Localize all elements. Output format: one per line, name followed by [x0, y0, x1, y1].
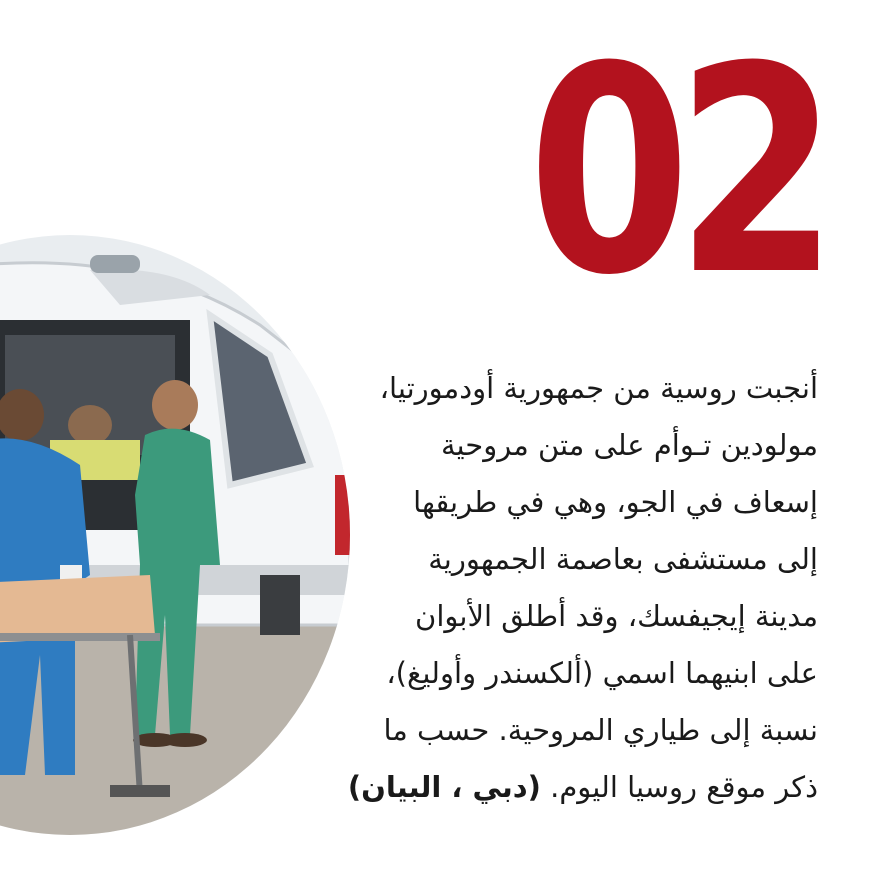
- article-line: مولودين تـوأم على متن مروحية: [440, 428, 818, 462]
- story-number: 02: [528, 6, 824, 338]
- article-line: إلى مستشفى بعاصمة الجمهورية: [428, 542, 818, 576]
- article-line: ذكر موقع روسيا اليوم.: [540, 770, 818, 804]
- article-body: [298, 360, 818, 816]
- article-last-line: [298, 759, 818, 816]
- source-credit: (دبي ، البيان): [347, 770, 541, 804]
- article-line: نسبة إلى طياري المروحية. حسب ما: [383, 713, 818, 747]
- article-line: أنجبت روسية من جمهورية أودمورتيا،: [379, 371, 818, 405]
- article-line: إسعاف في الجو، وهي في طريقها: [413, 485, 818, 519]
- article-line: مدينة إيجيفسك، وقد أطلق الأبوان: [415, 599, 818, 633]
- article-line: على ابنيهما اسمي (ألكسندر وأوليغ)،: [386, 656, 818, 690]
